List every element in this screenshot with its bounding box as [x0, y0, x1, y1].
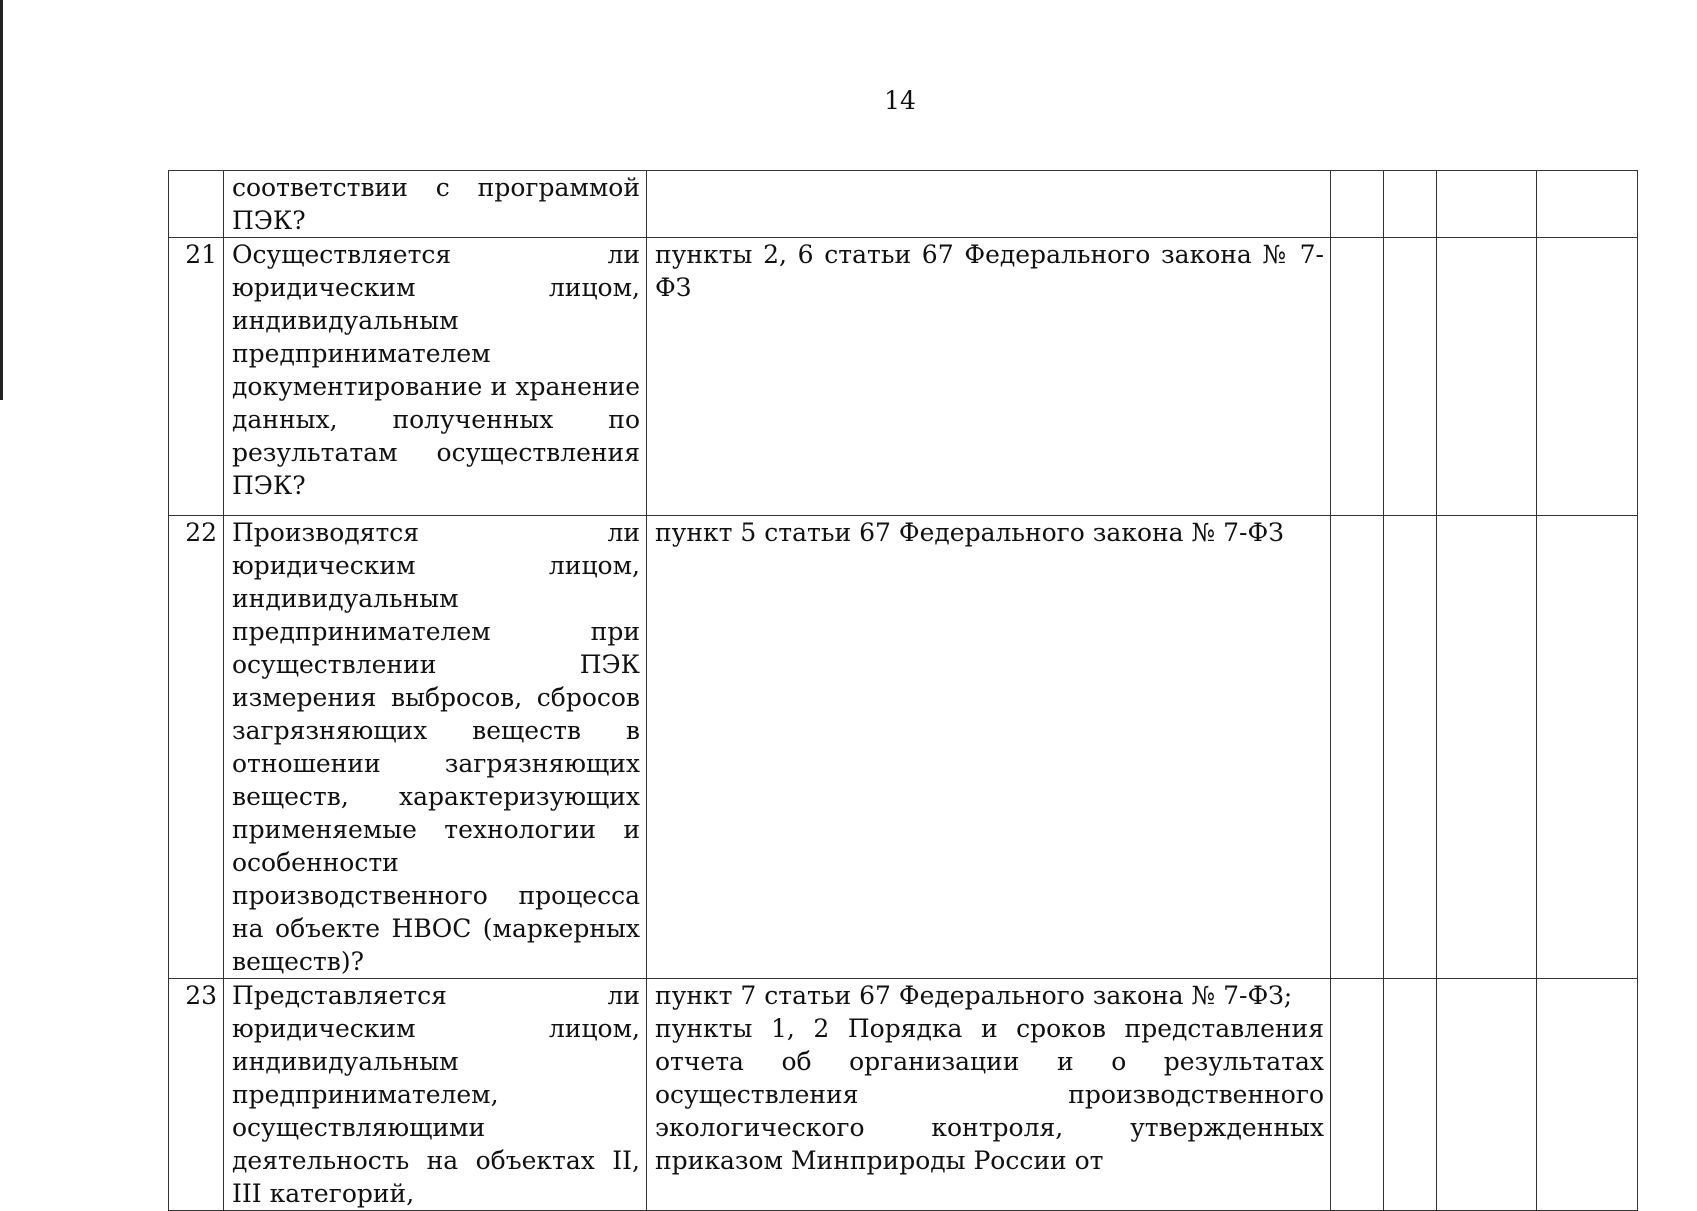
requirement-cell	[647, 516, 1331, 979]
row-number: 23	[169, 979, 224, 1211]
table-row	[169, 171, 1638, 238]
table-row	[169, 516, 1638, 979]
checklist-table	[168, 170, 1638, 1211]
answer-no-cell	[1384, 171, 1437, 238]
question-cell: соответствии с программой ПЭК?	[224, 171, 647, 238]
requirement-text: пункты 2, 6 статьи 67 Федерального закона № 7-ФЗ	[655, 240, 1324, 302]
requirement-cell	[647, 171, 1331, 238]
table-row	[169, 979, 1638, 1211]
note-cell	[1537, 516, 1638, 979]
answer-no-cell	[1384, 238, 1437, 516]
requirement-text: пункты 1, 2 Порядка и сроков представления отчета об организации и о результатах осуществления производственного экологического контроля, утвержденных приказом Минприроды России от	[655, 1014, 1324, 1175]
answer-no-cell	[1384, 516, 1437, 979]
note-cell	[1537, 979, 1638, 1211]
answer-yes-cell	[1331, 516, 1384, 979]
requirement-text: пункт 5 статьи 67 Федерального закона № 7-ФЗ	[655, 518, 1284, 547]
row-number: 22	[169, 516, 224, 979]
page-number: 14	[884, 86, 916, 115]
question-cell: Осуществляется ли юридическим лицом, индивидуальным предпринимателем документирование и хранение данных, полученных по результатам осуществления ПЭК?	[224, 238, 647, 516]
table-row	[169, 238, 1638, 516]
answer-na-cell	[1437, 979, 1537, 1211]
answer-yes-cell	[1331, 171, 1384, 238]
question-cell: Представляется ли юридическим лицом, индивидуальным предпринимателем, осуществляющими деятельность на объектах II, III категорий,	[224, 979, 647, 1211]
question-cell: Производятся ли юридическим лицом, индивидуальным предпринимателем при осуществлении ПЭК измерения выбросов, сбросов загрязняющих веществ в отношении загрязняющих веществ, характеризующих применяемые технологии и особенности производственного процесса на объекте НВОС (маркерных веществ)?	[224, 516, 647, 979]
note-cell	[1537, 238, 1638, 516]
answer-na-cell	[1437, 516, 1537, 979]
answer-yes-cell	[1331, 238, 1384, 516]
answer-na-cell	[1437, 238, 1537, 516]
requirement-cell	[647, 979, 1331, 1211]
answer-na-cell	[1437, 171, 1537, 238]
scan-edge-line	[0, 0, 3, 400]
requirement-text: пункт 7 статьи 67 Федерального закона № 7-ФЗ;	[655, 981, 1293, 1010]
answer-yes-cell	[1331, 979, 1384, 1211]
row-number	[169, 171, 224, 238]
requirement-cell	[647, 238, 1331, 516]
answer-no-cell	[1384, 979, 1437, 1211]
note-cell	[1537, 171, 1638, 238]
row-number: 21	[169, 238, 224, 516]
